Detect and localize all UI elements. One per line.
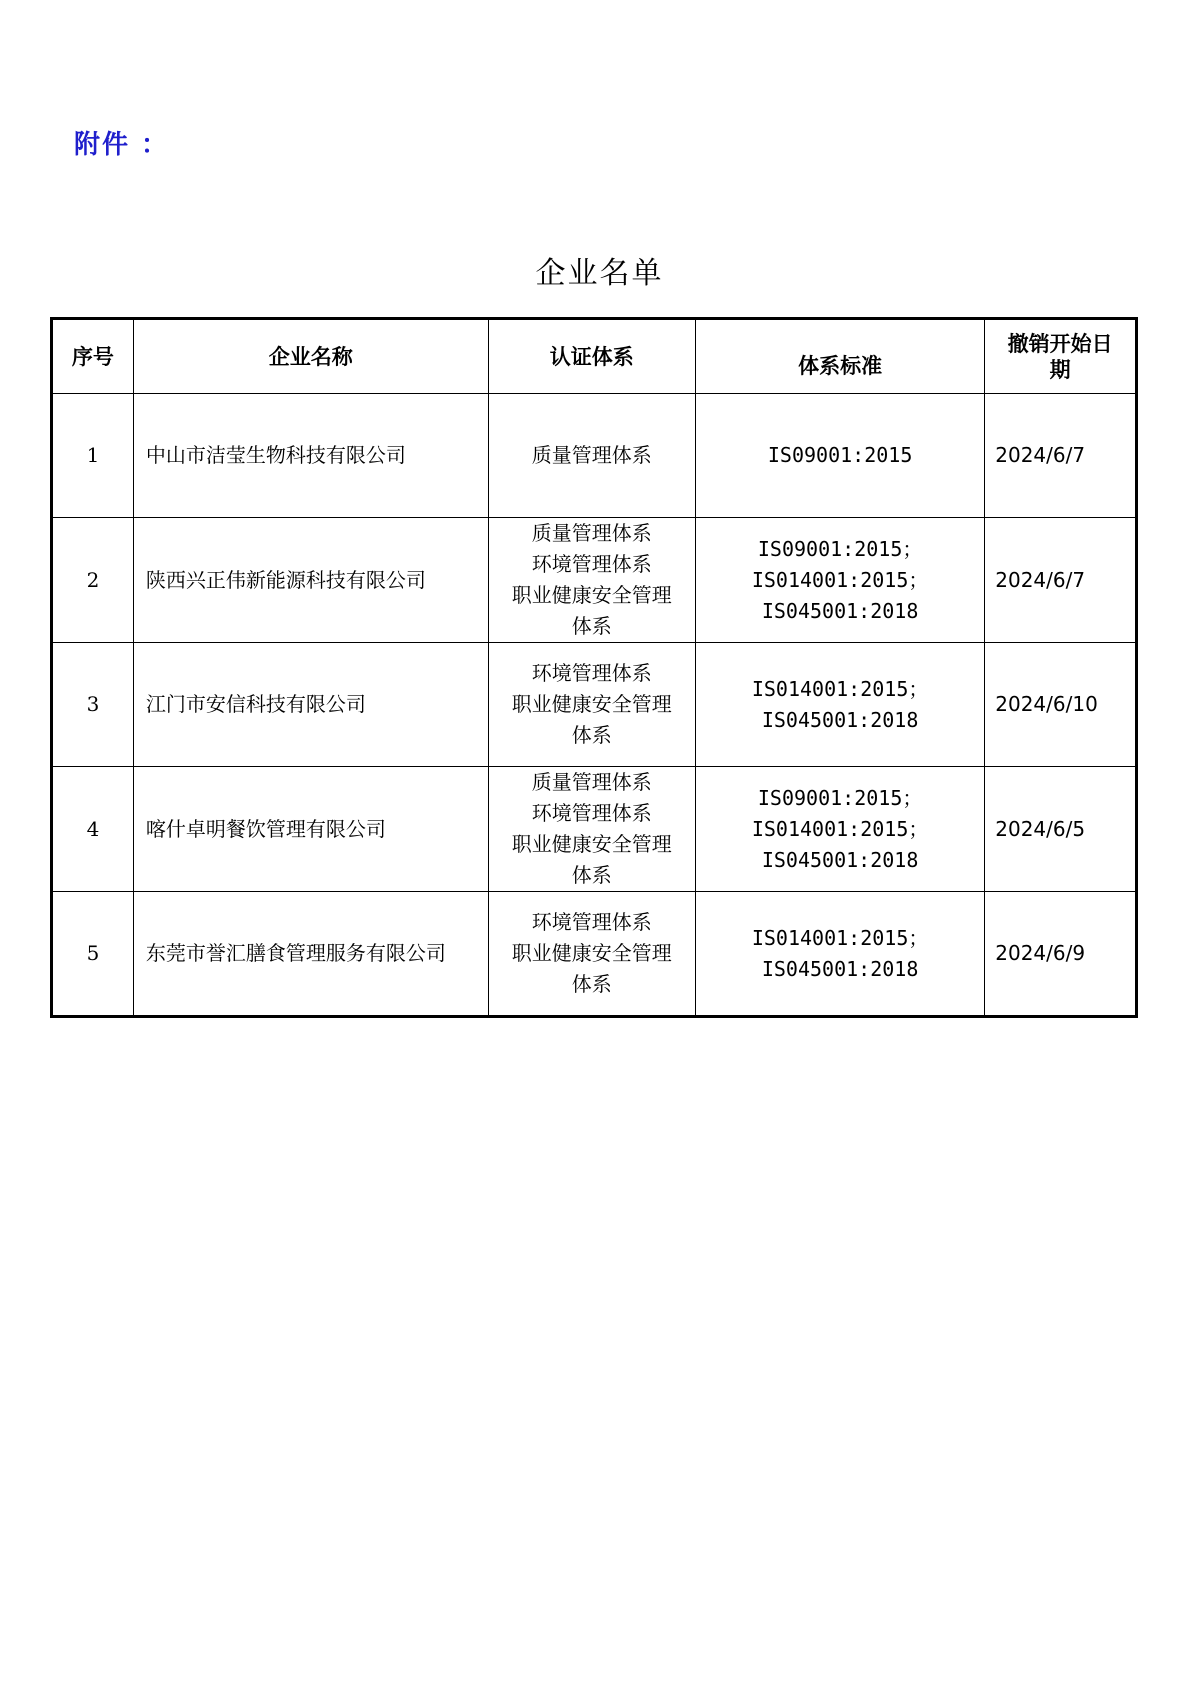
system-standard xyxy=(696,518,985,643)
row-number: 4 xyxy=(52,767,134,892)
header-company-name: 企业名称 xyxy=(133,319,488,394)
system-standard-line: IS014001:2015； xyxy=(751,816,929,841)
revocation-date: 2024/6/9 xyxy=(985,892,1137,1017)
system-standard-line: IS045001:2018 xyxy=(761,956,919,981)
revocation-date: 2024/6/7 xyxy=(985,518,1137,643)
system-standard-line: IS045001:2018 xyxy=(761,598,919,623)
system-standard xyxy=(696,767,985,892)
company-name: 东莞市誉汇膳食管理服务有限公司 xyxy=(133,892,488,1017)
table-body xyxy=(52,394,1137,1017)
certification-system xyxy=(488,518,695,643)
certification-system-line: 体系 xyxy=(571,614,612,638)
header-certification-system: 认证体系 xyxy=(488,319,695,394)
certification-system-line: 环境管理体系 xyxy=(531,801,652,825)
company-name: 喀什卓明餐饮管理有限公司 xyxy=(133,767,488,892)
row-number: 1 xyxy=(52,394,134,518)
header-revocation-date-line1: 撤销开始日 xyxy=(1007,331,1113,356)
table-row xyxy=(52,518,1137,643)
table-row xyxy=(52,892,1137,1017)
header-revocation-date-line2: 期 xyxy=(1049,357,1071,382)
certification-system-line: 环境管理体系 xyxy=(531,910,652,934)
header-no: 序号 xyxy=(52,319,134,394)
system-standard-line: IS09001:2015； xyxy=(757,785,923,810)
table-row xyxy=(52,767,1137,892)
certification-system-line: 体系 xyxy=(571,972,612,996)
certification-system-line: 环境管理体系 xyxy=(531,661,652,685)
revocation-date: 2024/6/5 xyxy=(985,767,1137,892)
certification-system-line: 职业健康安全管理 xyxy=(511,692,672,716)
system-standard-line: IS014001:2015； xyxy=(751,567,929,592)
certification-system xyxy=(488,892,695,1017)
company-name: 江门市安信科技有限公司 xyxy=(133,643,488,767)
system-standard-line: IS045001:2018 xyxy=(761,707,919,732)
system-standard xyxy=(696,394,985,518)
row-number: 3 xyxy=(52,643,134,767)
certification-system-line: 职业健康安全管理 xyxy=(511,941,672,965)
certification-system-line: 质量管理体系 xyxy=(531,443,652,467)
row-number: 5 xyxy=(52,892,134,1017)
system-standard xyxy=(696,643,985,767)
company-name: 陕西兴正伟新能源科技有限公司 xyxy=(133,518,488,643)
certification-system xyxy=(488,767,695,892)
system-standard-line: IS09001:2015； xyxy=(757,536,923,561)
table-row xyxy=(52,394,1137,518)
certification-system-line: 体系 xyxy=(571,863,612,887)
header-revocation-date xyxy=(985,319,1137,394)
certification-system-line: 职业健康安全管理 xyxy=(511,832,672,856)
certification-system-line: 体系 xyxy=(571,723,612,747)
certification-system-line: 质量管理体系 xyxy=(531,770,652,794)
system-standard-line: IS09001:2015 xyxy=(767,443,913,467)
header-system-standard: 体系标准 xyxy=(696,319,985,394)
system-standard xyxy=(696,892,985,1017)
row-number: 2 xyxy=(52,518,134,643)
attachment-label: 附件 ： xyxy=(74,130,170,160)
system-standard-line: IS014001:2015； xyxy=(751,925,929,950)
table-header-row xyxy=(52,319,1137,394)
certification-system-line: 职业健康安全管理 xyxy=(511,583,672,607)
revocation-date: 2024/6/7 xyxy=(985,394,1137,518)
revocation-date: 2024/6/10 xyxy=(985,643,1137,767)
company-name: 中山市洁莹生物科技有限公司 xyxy=(133,394,488,518)
certification-system-line: 环境管理体系 xyxy=(531,552,652,576)
certification-system xyxy=(488,394,695,518)
certification-system xyxy=(488,643,695,767)
table-row xyxy=(52,643,1137,767)
system-standard-line: IS045001:2018 xyxy=(761,847,919,872)
company-list-table xyxy=(50,317,1138,1018)
page-title: 企业名单 xyxy=(535,256,664,291)
certification-system-line: 质量管理体系 xyxy=(531,521,652,545)
system-standard-line: IS014001:2015； xyxy=(751,676,929,701)
